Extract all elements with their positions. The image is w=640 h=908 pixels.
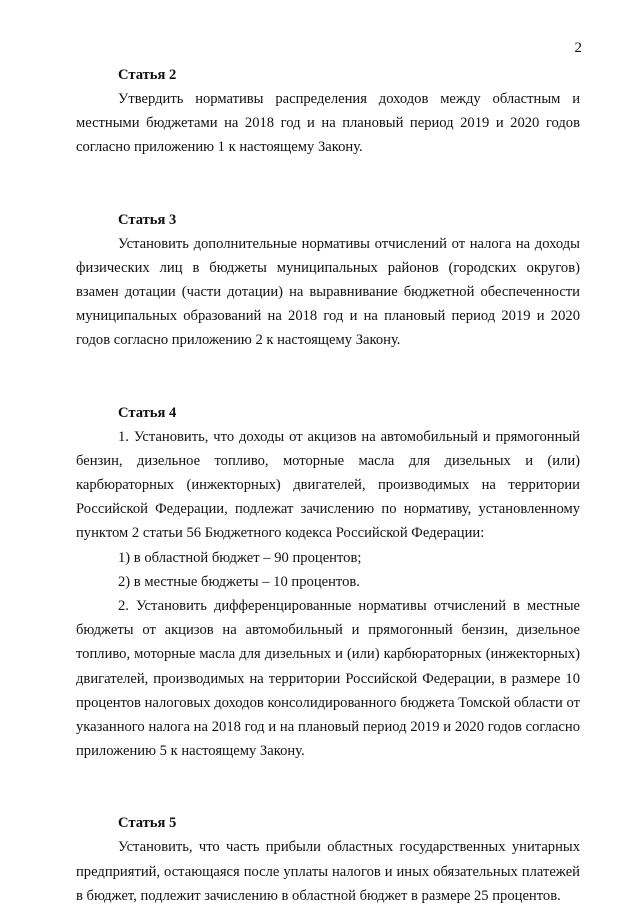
article-paragraph: Установить дополнительные нормативы отчислений от налога на доходы физических лиц в бюджеты муниципальных районов (городских округов) взамен дотации (части дотации) на выравнивание бюджетной обеспеченности муниципальных образований на 2018 год и на плановый период 2019 и 2020 годов согласно приложению 2 к настоящему Закону. xyxy=(76,235,580,349)
article-5 xyxy=(76,811,580,908)
article-heading: Статья 3 xyxy=(118,211,177,228)
article-heading: Статья 4 xyxy=(118,404,177,421)
page-number: 2 xyxy=(574,40,582,56)
article-2 xyxy=(76,63,580,160)
article-paragraph: 1) в областной бюджет – 90 процентов; xyxy=(118,549,362,566)
article-paragraph: Установить, что часть прибыли областных государственных унитарных предприятий, остающаяся после уплаты налогов и иных обязательных платежей в бюджет, подлежит зачислению в областной бюджет в размере 25 процентов. xyxy=(76,839,580,904)
article-paragraph: 1. Установить, что доходы от акцизов на автомобильный и прямогонный бензин, дизельное топливо, моторные масла для дизельных и (или) карбюраторных (инжекторных) двигателей, производимых на территории Российской Федерации, подлежат зачислению по нормативу, установленному пунктом 2 статьи 56 Бюджетного кодекса Российской Федерации: xyxy=(76,428,580,542)
document-body xyxy=(76,63,580,908)
article-paragraph: Утвердить нормативы распределения доходов между областным и местными бюджетами на 2018 год и на плановый период 2019 и 2020 годов согласно приложению 1 к настоящему Закону. xyxy=(76,91,580,156)
article-4 xyxy=(76,401,580,764)
article-paragraph: 2) в местные бюджеты – 10 процентов. xyxy=(118,573,360,590)
article-heading: Статья 2 xyxy=(118,67,177,83)
article-heading: Статья 5 xyxy=(118,815,177,832)
article-paragraph: 2. Установить дифференцированные нормативы отчислений в местные бюджеты от акцизов на автомобильный и прямогонный бензин, дизельное топливо, моторные масла для дизельных и (или) карбюраторных (инжекторных) двигателей, производимых на территории Российской Федерации, в размере 10 процентов налоговых доходов консолидированного бюджета Томской области от указанного налога на 2018 год и на плановый период 2019 и 2020 годов согласно приложению 5 к настоящему Закону. xyxy=(76,598,580,760)
article-3 xyxy=(76,208,580,353)
